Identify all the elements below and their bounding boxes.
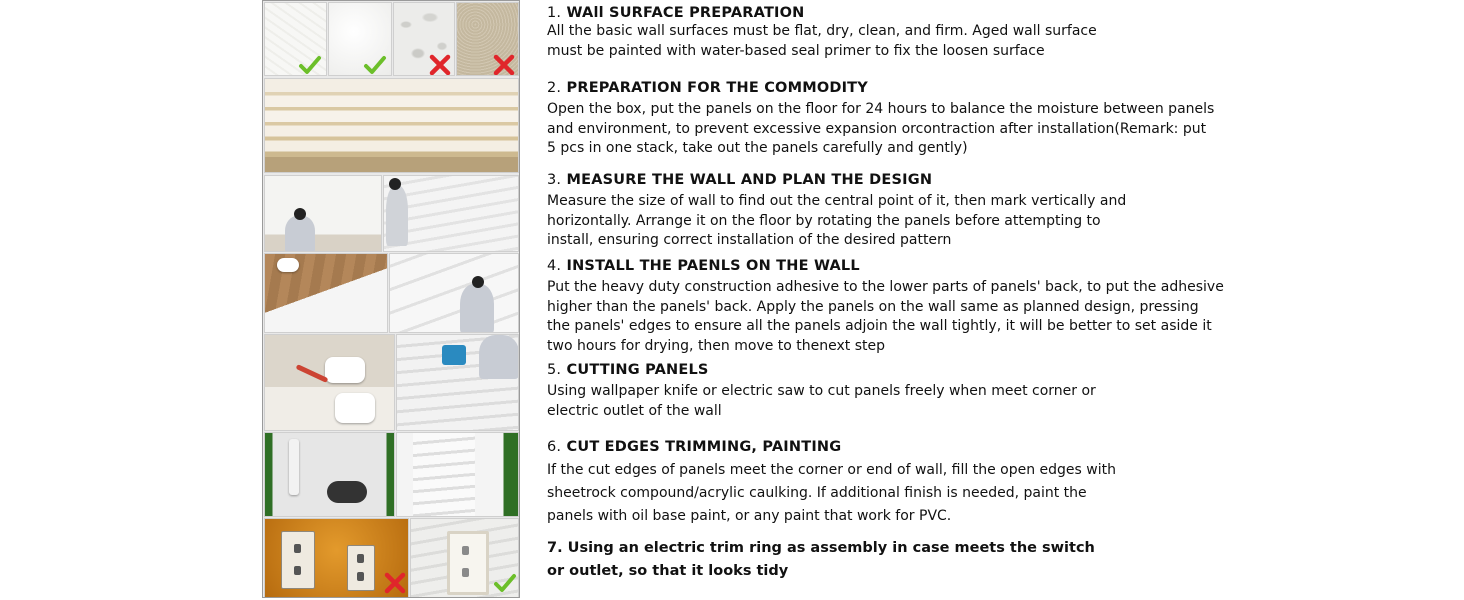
worker-head [389, 178, 401, 190]
outlet-plate [281, 531, 315, 589]
photo-applying-adhesive [264, 253, 388, 333]
step-4 [547, 257, 1237, 356]
step-1 [547, 4, 1237, 61]
step-5 [547, 361, 1237, 421]
step-text-line: must be painted with water-based seal primer to fix the loosen surface [547, 42, 1045, 59]
photo-measuring-wall [264, 175, 382, 252]
photo-installing-panel [389, 253, 519, 333]
panel-edge [413, 433, 475, 517]
glove [325, 357, 365, 383]
step-heading [547, 438, 1237, 456]
step-number: 2. [547, 80, 562, 96]
step-text-line: Using wallpaper knife or electric saw to cut panels freely when meet corner or [547, 383, 1096, 399]
photo-stacked-panels [264, 78, 519, 173]
step-3 [547, 171, 1237, 251]
worker-figure [285, 216, 315, 252]
caulk-tube [289, 439, 299, 495]
photo-painting-panels [396, 432, 519, 517]
step-6 [547, 438, 1237, 528]
step-title: MEASURE THE WALL AND PLAN THE DESIGN [566, 172, 933, 188]
step-heading [547, 79, 1237, 97]
check-mark-icon [363, 53, 387, 76]
step-heading [547, 537, 1237, 560]
worker-figure [479, 335, 519, 379]
worker-head [294, 208, 306, 220]
step-text-line: the panels' edges to ensure all the panels adjoin the wall tightly, it will be better to set aside it [547, 318, 1212, 334]
cross-mark-icon [492, 53, 516, 76]
step-title: PREPARATION FOR THE COMMODITY [566, 80, 868, 96]
outlet-plate [347, 545, 375, 591]
outlet-trim-ring [447, 531, 489, 595]
socket [357, 554, 364, 563]
step-heading [547, 171, 1237, 189]
socket [462, 546, 469, 555]
step-2 [547, 79, 1237, 159]
cutter-knife [296, 364, 329, 383]
photo-planning-layout [383, 175, 519, 252]
step-number: 6. [547, 439, 562, 455]
worker-figure [460, 284, 494, 333]
cross-mark-icon [383, 571, 407, 595]
step-text-line: If the cut edges of panels meet the corner or end of wall, fill the open edges with [547, 462, 1116, 478]
photo-sandy-wall-surface [456, 2, 519, 76]
step-text-line: and environment, to prevent excessive expansion orcontraction after installation(Remark: put [547, 120, 1207, 137]
electric-saw [442, 345, 466, 365]
step-title: WAll SURFACE PREPARATION [566, 5, 805, 21]
step-title: Using an electric trim ring as assembly in case meets the switch [567, 540, 1095, 556]
photo-rough-wall-surface [393, 2, 455, 76]
gloved-hand [327, 481, 367, 503]
step-text-line: horizontally. Arrange it on the floor by rotating the panels before attempting to [547, 212, 1101, 229]
glove [335, 393, 375, 423]
step-title: CUT EDGES TRIMMING, PAINTING [566, 439, 842, 455]
photo-saw-cutting [396, 334, 519, 431]
check-mark-icon [493, 571, 517, 595]
photo-outlet-without-trim-ring [264, 518, 409, 598]
step-text-line: install, ensuring correct installation of the desired pattern [547, 232, 952, 248]
step-title: CUTTING PANELS [566, 362, 709, 378]
step-text-line: two hours for drying, then move to thenext step [547, 337, 886, 354]
worker-head [472, 276, 484, 288]
glove [277, 258, 299, 272]
photo-caulking-edges [264, 432, 395, 517]
step-text-line: panels with oil base paint, or any paint that work for PVC. [547, 508, 952, 524]
step-text-line: higher than the panels' back. Apply the panels on the wall same as planned design, pressing [547, 298, 1199, 315]
instruction-photo-strip [262, 0, 520, 598]
worker-figure [386, 186, 408, 246]
step-text-line: electric outlet of the wall [547, 402, 722, 419]
step-number: 5. [547, 362, 562, 378]
check-mark-icon [298, 53, 322, 76]
step-title: INSTALL THE PAENLS ON THE WALL [566, 258, 860, 274]
step-text-line: Open the box, put the panels on the floor for 24 hours to balance the moisture between panels [547, 101, 1215, 117]
photo-smooth-wall-surface [328, 2, 392, 76]
socket [294, 566, 301, 575]
step-heading [547, 257, 1237, 275]
step-7 [547, 537, 1237, 583]
step-number: 1. [547, 5, 562, 21]
photo-flat-wall-surface [264, 2, 327, 76]
step-text-line: Measure the size of wall to find out the central point of it, then mark vertically and [547, 193, 1127, 209]
step-number: 3. [547, 172, 562, 188]
photo-outlet-with-trim-ring [410, 518, 519, 598]
photo-knife-cutting [264, 334, 395, 431]
step-heading [547, 4, 1237, 22]
step-heading [547, 361, 1237, 379]
socket [462, 568, 469, 577]
socket [357, 572, 364, 581]
socket [294, 544, 301, 553]
step-text-line: or outlet, so that it looks tidy [547, 563, 789, 579]
step-number: 4. [547, 258, 562, 274]
step-text-line: All the basic wall surfaces must be flat, dry, clean, and firm. Aged wall surface [547, 23, 1097, 39]
step-text-line: Put the heavy duty construction adhesive to the lower parts of panels' back, to put the adhesive [547, 279, 1224, 295]
step-text-line: sheetrock compound/acrylic caulking. If additional finish is needed, paint the [547, 485, 1087, 501]
step-text-line: 5 pcs in one stack, take out the panels carefully and gently) [547, 140, 968, 156]
step-number: 7. [547, 540, 563, 556]
cross-mark-icon [428, 53, 452, 76]
